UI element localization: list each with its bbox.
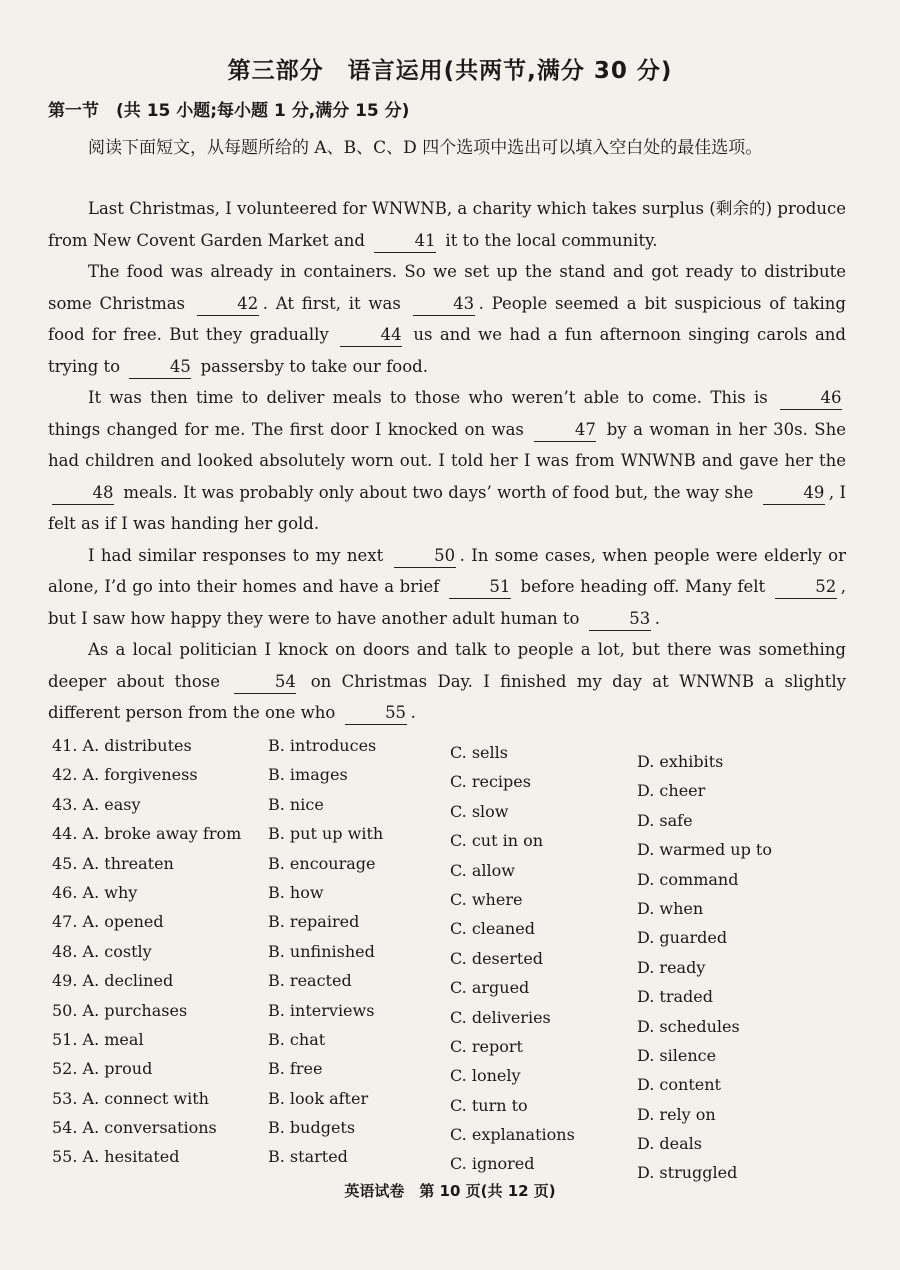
blank-45: 45 — [129, 356, 191, 379]
passage-paragraph — [48, 382, 846, 540]
passage-text: things changed for me. The first door I knocked on was — [48, 419, 531, 439]
option-b: B. encourage — [268, 853, 376, 873]
option-c: C. recipes — [450, 772, 531, 792]
option-c: C. explanations — [450, 1125, 575, 1145]
passage-text: . — [654, 608, 660, 628]
option-a: 52. A. proud — [52, 1059, 153, 1079]
option-a: 55. A. hesitated — [52, 1147, 180, 1167]
passage-text: , but I saw how happy they were to have another adult human to — [48, 577, 846, 628]
passage-paragraph — [48, 193, 846, 256]
option-row — [52, 1118, 852, 1154]
option-a: 54. A. conversations — [52, 1118, 217, 1138]
option-b: B. budgets — [268, 1118, 356, 1138]
passage-text: . In some cases, when people were elderly or alone, I’d go into their homes and have a brief — [48, 545, 847, 596]
option-c: C. turn to — [450, 1095, 528, 1115]
option-row — [52, 853, 852, 889]
passage-text: . People seemed a bit suspicious of taking food for free. But they gradually — [48, 293, 846, 344]
option-a: 50. A. purchases — [52, 1000, 188, 1020]
option-d: D. ready — [637, 957, 706, 977]
passage-text: on Christmas Day. I finished my day at WNWNB a slightly different person from the one who — [48, 671, 846, 722]
passage-paragraph — [48, 256, 846, 382]
option-d: D. silence — [637, 1045, 717, 1065]
blank-55: 55 — [345, 702, 407, 725]
blank-41: 41 — [374, 230, 436, 253]
option-d: D. command — [637, 869, 739, 889]
blank-43: 43 — [413, 293, 475, 316]
option-d: D. rely on — [637, 1104, 716, 1124]
option-a: 46. A. why — [52, 882, 138, 902]
page-footer: 英语试卷 第 10 页(共 12 页) — [344, 1182, 556, 1200]
option-row — [52, 736, 852, 771]
option-d: D. struggled — [637, 1163, 738, 1183]
option-a: 43. A. easy — [52, 794, 141, 814]
option-row — [52, 824, 852, 860]
blank-54: 54 — [234, 671, 296, 694]
passage-paragraph — [48, 634, 846, 729]
passage-text: before heading off. Many felt — [514, 577, 771, 596]
blank-46: 46 — [780, 387, 842, 410]
option-d: D. content — [637, 1075, 721, 1095]
section-title: 第一节 (共 15 小题;每小题 1 分,满分 15 分) — [48, 101, 410, 121]
option-c: C. cut in on — [450, 831, 544, 851]
part-title: 第三部分 语言运用(共两节,满分 30 分) — [227, 58, 673, 84]
passage-text: As a local politician I knock on doors and talk to people a lot, but there was something deeper about those — [48, 640, 846, 691]
option-b: B. repaired — [268, 912, 360, 932]
cloze-passage — [48, 193, 846, 729]
option-b: B. introduces — [268, 736, 377, 755]
option-b: B. nice — [268, 794, 324, 814]
option-a: 53. A. connect with — [52, 1088, 209, 1108]
option-row — [52, 912, 852, 948]
option-row — [52, 1147, 852, 1183]
option-a: 48. A. costly — [52, 941, 152, 961]
option-c: C. lonely — [450, 1066, 521, 1086]
passage-text: The food was already in containers. So we set up the stand and got ready to distribute some Christmas — [48, 262, 846, 313]
passage-text: , I felt as if I was handing her gold. — [48, 482, 846, 533]
option-c: C. argued — [450, 978, 530, 998]
instructions: 阅读下面短文，从每题所给的 A、B、C、D 四个选项中选出可以填入空白处的最佳选项。 — [88, 138, 763, 158]
passage-text: passersby to take our food. — [195, 356, 428, 376]
passage-text: Last Christmas, I volunteered for WNWNB, a charity which takes surplus (剩余的) produce from New Covent Garden Market and — [48, 199, 846, 250]
option-row — [52, 1029, 852, 1065]
option-b: B. unfinished — [268, 941, 375, 961]
option-d: D. traded — [637, 987, 713, 1007]
option-c: C. allow — [450, 860, 515, 880]
option-b: B. put up with — [268, 824, 384, 844]
option-a: 44. A. broke away from — [52, 824, 242, 844]
blank-48: 48 — [52, 482, 114, 505]
option-a: 41. A. distributes — [52, 736, 192, 755]
option-b: B. look after — [268, 1088, 369, 1108]
blank-47: 47 — [534, 419, 596, 442]
option-b: B. chat — [268, 1029, 326, 1049]
option-a: 45. A. threaten — [52, 853, 174, 873]
option-d: D. when — [637, 898, 704, 918]
option-c: C. cleaned — [450, 919, 535, 939]
option-d: D. schedules — [637, 1016, 740, 1036]
option-d: D. guarded — [637, 928, 728, 948]
option-c: C. deserted — [450, 948, 544, 968]
option-row — [52, 1088, 852, 1124]
blank-50: 50 — [394, 545, 456, 568]
blank-51: 51 — [449, 576, 511, 599]
option-c: C. where — [450, 889, 523, 909]
passage-text: it to the local community. — [440, 230, 658, 250]
option-row — [52, 971, 852, 1007]
option-d: D. safe — [637, 810, 693, 830]
option-d: D. warmed up to — [637, 840, 772, 860]
option-d: D. cheer — [637, 781, 706, 801]
passage-paragraph — [48, 540, 846, 635]
option-b: B. how — [268, 882, 324, 902]
option-b: B. reacted — [268, 971, 352, 991]
option-row — [52, 1059, 852, 1095]
option-row — [52, 765, 852, 801]
option-d: D. deals — [637, 1134, 703, 1154]
passage-text: us and we had a fun afternoon singing carols and trying to — [48, 325, 846, 376]
blank-49: 49 — [763, 482, 825, 505]
option-c: C. sells — [450, 743, 508, 762]
option-c: C. deliveries — [450, 1007, 551, 1027]
option-row — [52, 794, 852, 830]
passage-text: I had similar responses to my next — [88, 545, 390, 565]
passage-text: . At first, it was — [262, 293, 409, 313]
passage-text: meals. It was probably only about two days’ worth of food but, the way she — [118, 482, 759, 502]
option-c: C. report — [450, 1036, 523, 1056]
blank-53: 53 — [589, 608, 651, 631]
option-b: B. free — [268, 1059, 323, 1079]
option-c: C. ignored — [450, 1154, 535, 1174]
option-a: 49. A. declined — [52, 971, 174, 991]
passage-text: It was then time to deliver meals to those who weren’t able to come. This is — [88, 388, 776, 407]
answer-options — [52, 736, 852, 1183]
passage-text: . — [410, 703, 416, 722]
passage-text: by a woman in her 30s. She had children and looked absolutely worn out. I told her I was from WNWNB and gave her the — [48, 419, 847, 470]
blank-44: 44 — [340, 324, 402, 347]
option-c: C. slow — [450, 801, 509, 821]
option-row — [52, 941, 852, 977]
option-row — [52, 1000, 852, 1036]
option-b: B. started — [268, 1147, 348, 1167]
option-b: B. images — [268, 765, 348, 785]
option-a: 51. A. meal — [52, 1029, 144, 1049]
option-b: B. interviews — [268, 1000, 375, 1020]
option-row — [52, 882, 852, 918]
blank-42: 42 — [197, 293, 259, 316]
option-d: D. exhibits — [637, 752, 724, 771]
blank-52: 52 — [775, 576, 837, 599]
option-a: 42. A. forgiveness — [52, 765, 198, 785]
option-a: 47. A. opened — [52, 912, 164, 932]
